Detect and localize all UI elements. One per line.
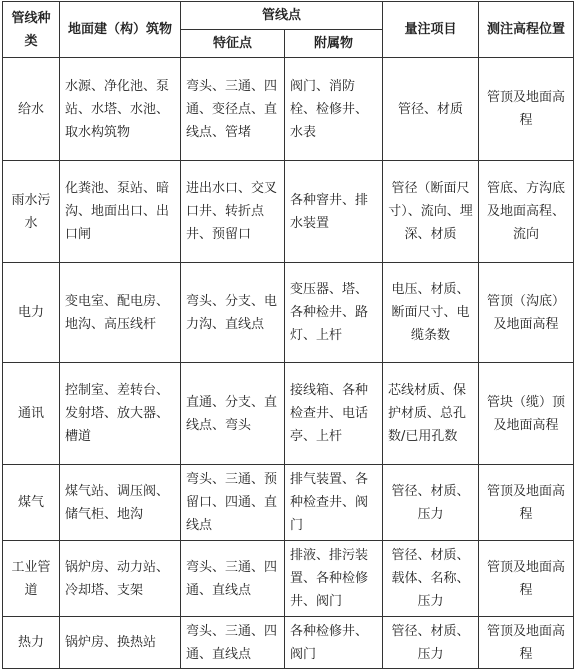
cell-measures: 管径（断面尺寸）、流向、埋深、材质 — [383, 161, 479, 263]
cell-features: 弯头、三通、四通、直线点 — [181, 541, 285, 617]
cell-measures: 管径、材质、载体、名称、压力 — [383, 541, 479, 617]
cell-buildings: 水源、净化池、泵站、水塔、水池、取水构筑物 — [60, 58, 181, 161]
cell-elevation: 管底、方沟底及地面高程、流向 — [479, 161, 574, 263]
cell-type: 工业管道 — [3, 541, 60, 617]
header-feature-point: 特征点 — [181, 30, 285, 58]
cell-measures: 芯线材质、保护材质、总孔数/已用孔数 — [383, 363, 479, 465]
cell-measures: 电压、材质、断面尺寸、电缆条数 — [383, 263, 479, 363]
cell-measures: 管径、材质 — [383, 58, 479, 161]
cell-attachments: 排液、排污装置、各种检修井、阀门 — [285, 541, 383, 617]
cell-features: 弯头、分支、电力沟、直线点 — [181, 263, 285, 363]
cell-buildings: 控制室、差转台、发射塔、放大器、槽道 — [60, 363, 181, 465]
cell-elevation: 管顶及地面高程 — [479, 58, 574, 161]
cell-buildings: 煤气站、调压阀、储气柜、地沟 — [60, 465, 181, 541]
table-row-telecom — [3, 363, 574, 465]
header-pipeline-type: 管线种类 — [3, 2, 60, 58]
cell-features: 弯头、三通、四通、直线点 — [181, 617, 285, 669]
cell-type: 通讯 — [3, 363, 60, 465]
cell-type: 给水 — [3, 58, 60, 161]
cell-attachments: 各种窨井、排水装置 — [285, 161, 383, 263]
pipeline-survey-table — [2, 1, 574, 669]
cell-elevation: 管顶（沟底）及地面高程 — [479, 263, 574, 363]
cell-features: 弯头、三通、四通、变径点、直线点、管堵 — [181, 58, 285, 161]
table-row-industrial — [3, 541, 574, 617]
table-row-water-supply — [3, 58, 574, 161]
cell-measures: 管径、材质、压力 — [383, 465, 479, 541]
cell-buildings: 变电室、配电房、地沟、高压线杆 — [60, 263, 181, 363]
table-row-gas — [3, 465, 574, 541]
cell-measures: 管径、材质、压力 — [383, 617, 479, 669]
cell-features: 直通、分支、直线点、弯头 — [181, 363, 285, 465]
cell-elevation: 管块（缆）顶及地面高程 — [479, 363, 574, 465]
table-row-storm-sewage — [3, 161, 574, 263]
cell-type: 热力 — [3, 617, 60, 669]
cell-elevation: 管顶及地面高程 — [479, 617, 574, 669]
cell-type: 煤气 — [3, 465, 60, 541]
header-attached-object: 附属物 — [285, 30, 383, 58]
cell-buildings: 化粪池、泵站、暗沟、地面出口、出口闸 — [60, 161, 181, 263]
cell-elevation: 管顶及地面高程 — [479, 541, 574, 617]
header-ground-building: 地面建（构）筑物 — [60, 2, 181, 58]
cell-buildings: 锅炉房、动力站、冷却塔、支架 — [60, 541, 181, 617]
header-pipeline-point: 管线点 — [181, 2, 383, 30]
cell-features: 进出水口、交叉口井、转折点井、预留口 — [181, 161, 285, 263]
header-elevation-position: 测注高程位置 — [479, 2, 574, 58]
cell-type: 电力 — [3, 263, 60, 363]
cell-attachments: 排气装置、各种检查井、阀门 — [285, 465, 383, 541]
cell-elevation: 管顶及地面高程 — [479, 465, 574, 541]
cell-attachments: 变压器、塔、各种检井、路灯、上杆 — [285, 263, 383, 363]
table-row-heating — [3, 617, 574, 669]
table-row-electric-power — [3, 263, 574, 363]
cell-attachments: 阀门、消防栓、检修井、水表 — [285, 58, 383, 161]
cell-attachments: 各种检修井、阀门 — [285, 617, 383, 669]
header-measure-items: 量注项目 — [383, 2, 479, 58]
cell-attachments: 接线箱、各种检查井、电话亭、上杆 — [285, 363, 383, 465]
cell-features: 弯头、三通、预留口、四通、直线点 — [181, 465, 285, 541]
cell-type: 雨水污水 — [3, 161, 60, 263]
cell-buildings: 锅炉房、换热站 — [60, 617, 181, 669]
